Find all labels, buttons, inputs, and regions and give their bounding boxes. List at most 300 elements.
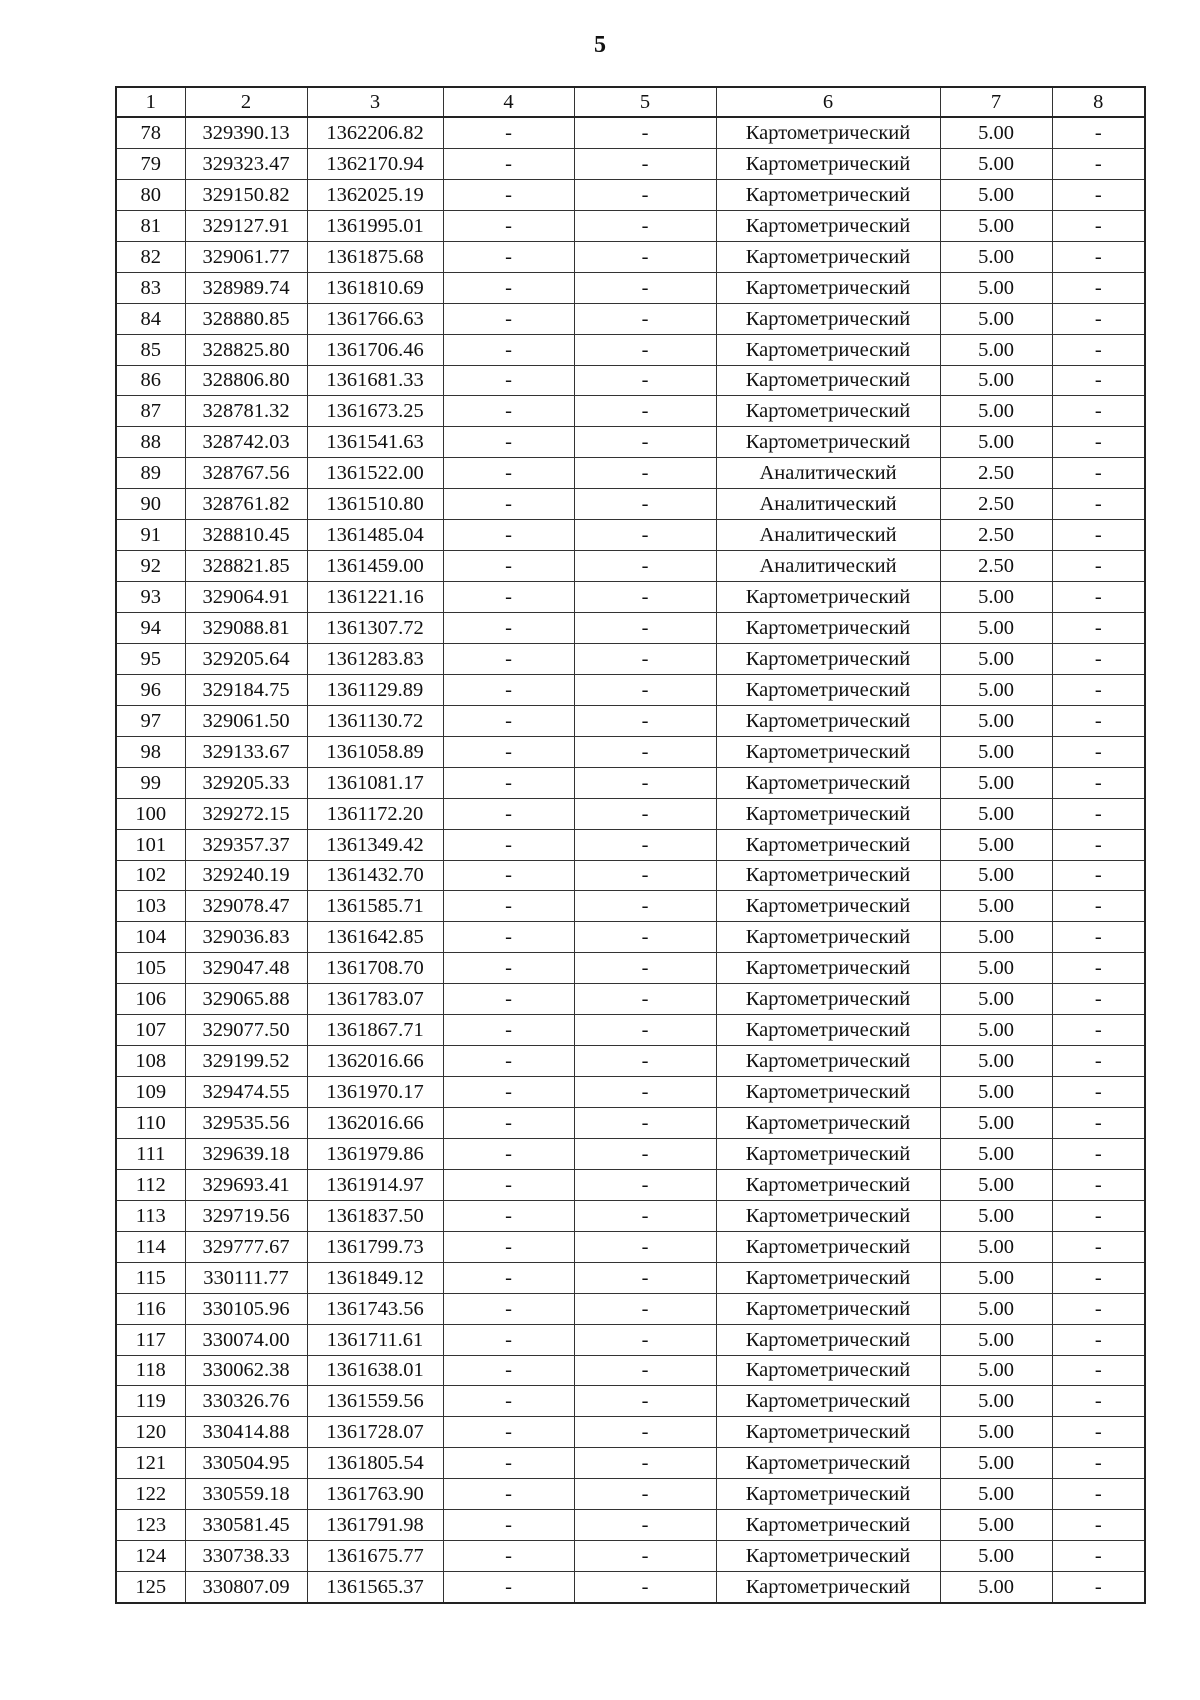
cell-point-number: 100 [116, 798, 185, 829]
cell-point-number: 110 [116, 1108, 185, 1139]
cell-coord-x: 329199.52 [185, 1046, 307, 1077]
table-row [116, 798, 1145, 829]
cell-coord-x: 329639.18 [185, 1138, 307, 1169]
cell-method: Картометрический [716, 272, 940, 303]
cell-point-number: 79 [116, 148, 185, 179]
cell-coord-x: 329357.37 [185, 829, 307, 860]
cell-method: Картометрический [716, 427, 940, 458]
table-row [116, 984, 1145, 1015]
cell-col-8: - [1052, 922, 1145, 953]
cell-coord-x: 330504.95 [185, 1448, 307, 1479]
cell-col-5: - [574, 860, 716, 891]
cell-point-number: 90 [116, 489, 185, 520]
cell-coord-y: 1361743.56 [307, 1293, 443, 1324]
cell-accuracy: 5.00 [940, 1293, 1052, 1324]
cell-coord-x: 329036.83 [185, 922, 307, 953]
cell-method: Картометрический [716, 1417, 940, 1448]
cell-col-8: - [1052, 582, 1145, 613]
cell-coord-x: 329184.75 [185, 674, 307, 705]
cell-col-5: - [574, 1448, 716, 1479]
cell-col-4: - [443, 1479, 574, 1510]
cell-method: Картометрический [716, 179, 940, 210]
cell-accuracy: 5.00 [940, 1169, 1052, 1200]
table-row [116, 1015, 1145, 1046]
cell-col-8: - [1052, 489, 1145, 520]
table-row [116, 1541, 1145, 1572]
cell-col-5: - [574, 1572, 716, 1603]
cell-col-8: - [1052, 1046, 1145, 1077]
cell-col-5: - [574, 458, 716, 489]
cell-col-5: - [574, 1169, 716, 1200]
cell-accuracy: 5.00 [940, 1324, 1052, 1355]
cell-accuracy: 5.00 [940, 148, 1052, 179]
cell-col-8: - [1052, 674, 1145, 705]
cell-col-5: - [574, 674, 716, 705]
cell-col-4: - [443, 179, 574, 210]
cell-col-5: - [574, 643, 716, 674]
cell-accuracy: 5.00 [940, 210, 1052, 241]
cell-point-number: 86 [116, 365, 185, 396]
cell-point-number: 91 [116, 520, 185, 551]
cell-method: Картометрический [716, 860, 940, 891]
cell-point-number: 83 [116, 272, 185, 303]
cell-col-8: - [1052, 551, 1145, 582]
column-header-6: 6 [716, 87, 940, 117]
cell-point-number: 84 [116, 303, 185, 334]
cell-coord-x: 328810.45 [185, 520, 307, 551]
cell-coord-y: 1361642.85 [307, 922, 443, 953]
cell-point-number: 124 [116, 1541, 185, 1572]
cell-coord-y: 1361459.00 [307, 551, 443, 582]
cell-col-8: - [1052, 458, 1145, 489]
cell-col-4: - [443, 1417, 574, 1448]
cell-coord-x: 330326.76 [185, 1386, 307, 1417]
cell-accuracy: 5.00 [940, 1077, 1052, 1108]
cell-method: Картометрический [716, 117, 940, 148]
cell-col-8: - [1052, 241, 1145, 272]
cell-col-5: - [574, 613, 716, 644]
cell-accuracy: 5.00 [940, 1572, 1052, 1603]
table-header [116, 87, 1145, 117]
cell-coord-x: 329323.47 [185, 148, 307, 179]
cell-coord-y: 1361058.89 [307, 736, 443, 767]
cell-point-number: 82 [116, 241, 185, 272]
cell-coord-x: 328821.85 [185, 551, 307, 582]
cell-col-4: - [443, 365, 574, 396]
cell-accuracy: 5.00 [940, 365, 1052, 396]
cell-method: Картометрический [716, 1479, 940, 1510]
cell-coord-y: 1361130.72 [307, 705, 443, 736]
cell-method: Картометрический [716, 365, 940, 396]
cell-coord-y: 1361766.63 [307, 303, 443, 334]
cell-col-5: - [574, 1108, 716, 1139]
cell-coord-y: 1361673.25 [307, 396, 443, 427]
cell-col-8: - [1052, 365, 1145, 396]
column-header-5: 5 [574, 87, 716, 117]
cell-col-8: - [1052, 272, 1145, 303]
cell-col-4: - [443, 117, 574, 148]
cell-col-5: - [574, 1479, 716, 1510]
cell-col-4: - [443, 891, 574, 922]
table-row [116, 1046, 1145, 1077]
cell-method: Аналитический [716, 520, 940, 551]
cell-point-number: 92 [116, 551, 185, 582]
cell-coord-x: 329777.67 [185, 1231, 307, 1262]
column-header-4: 4 [443, 87, 574, 117]
cell-col-8: - [1052, 860, 1145, 891]
cell-point-number: 98 [116, 736, 185, 767]
cell-coord-x: 329535.56 [185, 1108, 307, 1139]
cell-coord-y: 1361791.98 [307, 1510, 443, 1541]
cell-coord-x: 330111.77 [185, 1262, 307, 1293]
cell-accuracy: 5.00 [940, 334, 1052, 365]
cell-col-8: - [1052, 643, 1145, 674]
cell-col-4: - [443, 272, 574, 303]
cell-col-8: - [1052, 1324, 1145, 1355]
cell-coord-y: 1361221.16 [307, 582, 443, 613]
cell-point-number: 89 [116, 458, 185, 489]
cell-col-5: - [574, 396, 716, 427]
cell-col-5: - [574, 1262, 716, 1293]
cell-col-8: - [1052, 829, 1145, 860]
cell-point-number: 123 [116, 1510, 185, 1541]
cell-method: Картометрический [716, 1138, 940, 1169]
cell-col-5: - [574, 829, 716, 860]
cell-coord-x: 329150.82 [185, 179, 307, 210]
cell-col-5: - [574, 365, 716, 396]
cell-method: Картометрический [716, 1200, 940, 1231]
cell-accuracy: 5.00 [940, 1015, 1052, 1046]
cell-coord-x: 329240.19 [185, 860, 307, 891]
cell-col-4: - [443, 1108, 574, 1139]
cell-coord-x: 330105.96 [185, 1293, 307, 1324]
cell-point-number: 121 [116, 1448, 185, 1479]
cell-point-number: 118 [116, 1355, 185, 1386]
cell-accuracy: 5.00 [940, 582, 1052, 613]
cell-accuracy: 5.00 [940, 1386, 1052, 1417]
cell-coord-y: 1361681.33 [307, 365, 443, 396]
cell-col-8: - [1052, 148, 1145, 179]
cell-method: Картометрический [716, 891, 940, 922]
cell-col-5: - [574, 1355, 716, 1386]
cell-col-4: - [443, 1572, 574, 1603]
table-row [116, 705, 1145, 736]
cell-col-5: - [574, 1541, 716, 1572]
cell-col-4: - [443, 953, 574, 984]
cell-col-8: - [1052, 1077, 1145, 1108]
cell-coord-x: 329205.33 [185, 767, 307, 798]
cell-coord-y: 1361522.00 [307, 458, 443, 489]
cell-coord-x: 328781.32 [185, 396, 307, 427]
cell-method: Аналитический [716, 551, 940, 582]
cell-coord-x: 328761.82 [185, 489, 307, 520]
cell-method: Картометрический [716, 148, 940, 179]
cell-coord-y: 1361675.77 [307, 1541, 443, 1572]
cell-col-8: - [1052, 1510, 1145, 1541]
table-row [116, 1479, 1145, 1510]
cell-point-number: 81 [116, 210, 185, 241]
cell-coord-y: 1361129.89 [307, 674, 443, 705]
cell-point-number: 115 [116, 1262, 185, 1293]
table-row [116, 1108, 1145, 1139]
cell-coord-x: 329474.55 [185, 1077, 307, 1108]
page-number: 5 [594, 32, 606, 58]
cell-col-4: - [443, 829, 574, 860]
cell-col-4: - [443, 582, 574, 613]
cell-coord-y: 1361810.69 [307, 272, 443, 303]
cell-coord-x: 329061.50 [185, 705, 307, 736]
cell-point-number: 104 [116, 922, 185, 953]
table-row [116, 1355, 1145, 1386]
cell-col-8: - [1052, 1231, 1145, 1262]
cell-col-8: - [1052, 117, 1145, 148]
cell-col-8: - [1052, 1138, 1145, 1169]
cell-method: Картометрический [716, 210, 940, 241]
cell-col-5: - [574, 891, 716, 922]
table-row [116, 953, 1145, 984]
cell-point-number: 87 [116, 396, 185, 427]
cell-coord-y: 1361728.07 [307, 1417, 443, 1448]
cell-point-number: 97 [116, 705, 185, 736]
cell-point-number: 108 [116, 1046, 185, 1077]
cell-col-5: - [574, 705, 716, 736]
table-row [116, 767, 1145, 798]
table-body [116, 117, 1145, 1603]
cell-accuracy: 5.00 [940, 396, 1052, 427]
cell-col-8: - [1052, 891, 1145, 922]
cell-coord-y: 1361432.70 [307, 860, 443, 891]
cell-coord-x: 329205.64 [185, 643, 307, 674]
table-row [116, 365, 1145, 396]
cell-point-number: 122 [116, 1479, 185, 1510]
column-header-1: 1 [116, 87, 185, 117]
cell-coord-y: 1361349.42 [307, 829, 443, 860]
cell-coord-y: 1362170.94 [307, 148, 443, 179]
table-row [116, 427, 1145, 458]
column-header-2: 2 [185, 87, 307, 117]
table-row [116, 1293, 1145, 1324]
cell-coord-y: 1361307.72 [307, 613, 443, 644]
cell-method: Картометрический [716, 613, 940, 644]
cell-method: Картометрический [716, 582, 940, 613]
table-row [116, 674, 1145, 705]
cell-col-5: - [574, 1510, 716, 1541]
cell-coord-x: 328742.03 [185, 427, 307, 458]
cell-col-4: - [443, 1015, 574, 1046]
cell-coord-y: 1361979.86 [307, 1138, 443, 1169]
cell-method: Картометрический [716, 1355, 940, 1386]
cell-coord-x: 329047.48 [185, 953, 307, 984]
table-row [116, 1386, 1145, 1417]
table-row [116, 1077, 1145, 1108]
table-row [116, 117, 1145, 148]
cell-col-8: - [1052, 520, 1145, 551]
table-row [116, 1262, 1145, 1293]
cell-col-5: - [574, 551, 716, 582]
cell-coord-x: 329133.67 [185, 736, 307, 767]
cell-coord-x: 328989.74 [185, 272, 307, 303]
cell-accuracy: 5.00 [940, 1262, 1052, 1293]
cell-col-5: - [574, 1293, 716, 1324]
cell-method: Картометрический [716, 922, 940, 953]
cell-col-8: - [1052, 1015, 1145, 1046]
table-row [116, 1169, 1145, 1200]
cell-coord-x: 330414.88 [185, 1417, 307, 1448]
cell-point-number: 94 [116, 613, 185, 644]
cell-coord-y: 1361283.83 [307, 643, 443, 674]
cell-col-4: - [443, 489, 574, 520]
cell-col-5: - [574, 1015, 716, 1046]
cell-point-number: 116 [116, 1293, 185, 1324]
cell-col-5: - [574, 1231, 716, 1262]
table-row [116, 148, 1145, 179]
cell-col-4: - [443, 1355, 574, 1386]
cell-method: Картометрический [716, 1510, 940, 1541]
cell-point-number: 101 [116, 829, 185, 860]
cell-point-number: 106 [116, 984, 185, 1015]
cell-accuracy: 2.50 [940, 551, 1052, 582]
cell-coord-x: 328806.80 [185, 365, 307, 396]
cell-col-5: - [574, 427, 716, 458]
cell-point-number: 78 [116, 117, 185, 148]
cell-coord-y: 1361849.12 [307, 1262, 443, 1293]
cell-col-4: - [443, 705, 574, 736]
cell-point-number: 117 [116, 1324, 185, 1355]
cell-point-number: 120 [116, 1417, 185, 1448]
cell-accuracy: 5.00 [940, 984, 1052, 1015]
table-row [116, 891, 1145, 922]
cell-col-4: - [443, 736, 574, 767]
cell-point-number: 113 [116, 1200, 185, 1231]
table-row [116, 520, 1145, 551]
cell-point-number: 111 [116, 1138, 185, 1169]
cell-col-5: - [574, 1324, 716, 1355]
cell-col-8: - [1052, 1572, 1145, 1603]
cell-col-4: - [443, 1046, 574, 1077]
cell-method: Картометрический [716, 1108, 940, 1139]
cell-coord-y: 1361485.04 [307, 520, 443, 551]
cell-col-4: - [443, 674, 574, 705]
cell-coord-x: 330559.18 [185, 1479, 307, 1510]
cell-col-5: - [574, 489, 716, 520]
column-header-3: 3 [307, 87, 443, 117]
cell-point-number: 80 [116, 179, 185, 210]
cell-coord-x: 330807.09 [185, 1572, 307, 1603]
cell-point-number: 125 [116, 1572, 185, 1603]
cell-col-5: - [574, 798, 716, 829]
cell-point-number: 114 [116, 1231, 185, 1262]
cell-coord-y: 1362016.66 [307, 1108, 443, 1139]
cell-method: Картометрический [716, 705, 940, 736]
cell-coord-y: 1361763.90 [307, 1479, 443, 1510]
cell-col-5: - [574, 1077, 716, 1108]
cell-method: Аналитический [716, 458, 940, 489]
cell-accuracy: 5.00 [940, 891, 1052, 922]
cell-col-5: - [574, 922, 716, 953]
cell-col-8: - [1052, 427, 1145, 458]
cell-accuracy: 2.50 [940, 520, 1052, 551]
cell-col-8: - [1052, 210, 1145, 241]
cell-col-5: - [574, 767, 716, 798]
cell-col-5: - [574, 953, 716, 984]
cell-accuracy: 5.00 [940, 1200, 1052, 1231]
cell-method: Картометрический [716, 736, 940, 767]
table-row [116, 396, 1145, 427]
table-row [116, 860, 1145, 891]
cell-accuracy: 5.00 [940, 736, 1052, 767]
cell-method: Картометрический [716, 1386, 940, 1417]
cell-col-5: - [574, 148, 716, 179]
cell-col-4: - [443, 1541, 574, 1572]
cell-col-5: - [574, 272, 716, 303]
cell-col-8: - [1052, 1108, 1145, 1139]
cell-coord-x: 329061.77 [185, 241, 307, 272]
cell-accuracy: 5.00 [940, 613, 1052, 644]
cell-point-number: 88 [116, 427, 185, 458]
cell-col-8: - [1052, 767, 1145, 798]
cell-coord-x: 330074.00 [185, 1324, 307, 1355]
cell-coord-y: 1361559.56 [307, 1386, 443, 1417]
cell-col-4: - [443, 210, 574, 241]
cell-col-8: - [1052, 1479, 1145, 1510]
cell-coord-y: 1361995.01 [307, 210, 443, 241]
cell-accuracy: 5.00 [940, 953, 1052, 984]
cell-accuracy: 5.00 [940, 241, 1052, 272]
cell-coord-x: 330581.45 [185, 1510, 307, 1541]
cell-accuracy: 5.00 [940, 643, 1052, 674]
cell-col-4: - [443, 613, 574, 644]
cell-coord-y: 1361172.20 [307, 798, 443, 829]
table-row [116, 303, 1145, 334]
cell-col-8: - [1052, 1448, 1145, 1479]
table-row [116, 613, 1145, 644]
table-row [116, 736, 1145, 767]
cell-method: Картометрический [716, 1541, 940, 1572]
cell-col-8: - [1052, 1262, 1145, 1293]
cell-accuracy: 5.00 [940, 427, 1052, 458]
table-row [116, 1572, 1145, 1603]
table-row [116, 1231, 1145, 1262]
cell-col-4: - [443, 551, 574, 582]
cell-col-4: - [443, 334, 574, 365]
cell-col-5: - [574, 1386, 716, 1417]
cell-col-4: - [443, 1169, 574, 1200]
cell-col-8: - [1052, 1386, 1145, 1417]
cell-coord-x: 329719.56 [185, 1200, 307, 1231]
cell-coord-y: 1361638.01 [307, 1355, 443, 1386]
cell-coord-y: 1361585.71 [307, 891, 443, 922]
cell-accuracy: 5.00 [940, 1510, 1052, 1541]
cell-point-number: 107 [116, 1015, 185, 1046]
cell-method: Картометрический [716, 674, 940, 705]
cell-coord-x: 329077.50 [185, 1015, 307, 1046]
cell-point-number: 85 [116, 334, 185, 365]
table-row [116, 334, 1145, 365]
cell-method: Картометрический [716, 241, 940, 272]
cell-point-number: 96 [116, 674, 185, 705]
header-row [116, 87, 1145, 117]
cell-method: Картометрический [716, 1015, 940, 1046]
cell-col-4: - [443, 520, 574, 551]
cell-col-4: - [443, 1448, 574, 1479]
cell-method: Аналитический [716, 489, 940, 520]
cell-col-8: - [1052, 984, 1145, 1015]
cell-col-5: - [574, 1046, 716, 1077]
cell-col-4: - [443, 798, 574, 829]
cell-coord-x: 329390.13 [185, 117, 307, 148]
cell-coord-y: 1361706.46 [307, 334, 443, 365]
cell-coord-x: 328825.80 [185, 334, 307, 365]
